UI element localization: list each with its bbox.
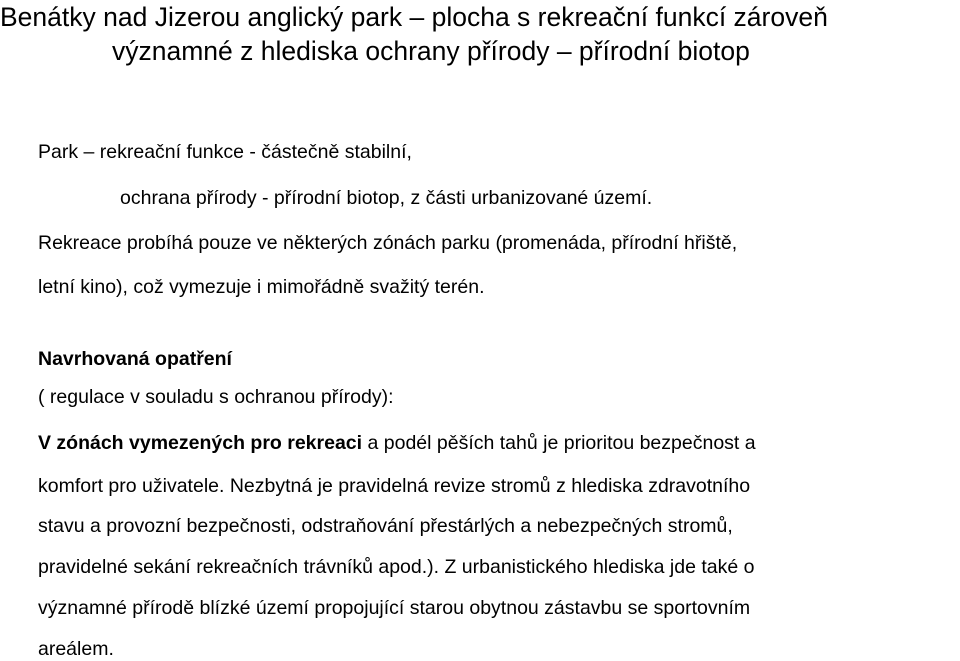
measures-line-5: významné přírodě blízké území propojující starou obytnou zástavbu se sportovním [38, 597, 751, 619]
recreation-line-2: letní kino), což vymezuje i mimořádně svažitý terén. [38, 276, 485, 298]
measures-subheading: ( regulace v souladu s ochranou přírody): [38, 386, 394, 408]
recreation-line-1: Rekreace probíhá pouze ve některých zónách parku (promenáda, přírodní hřiště, [38, 232, 738, 254]
measures-line-2: komfort pro uživatele. Nezbytná je pravidelná revize stromů z hlediska zdravotního [38, 475, 751, 497]
measures-line-1-rest: a podél pěších tahů je prioritou bezpečnost a [362, 432, 756, 454]
title-line-1: Benátky nad Jizerou anglický park – plocha s rekreační funkcí zároveň [0, 2, 828, 32]
nature-protection-line: ochrana přírody - přírodní biotop, z části urbanizované území. [120, 187, 653, 209]
title-line-2: významné z hlediska ochrany přírody – přírodní biotop [112, 36, 750, 66]
park-function-line: Park – rekreační funkce - částečně stabilní, [38, 141, 412, 163]
measures-line-6: areálem. [38, 638, 114, 660]
measures-line-1-bold: V zónách vymezených pro rekreaci [38, 432, 363, 454]
measures-line-1 [38, 431, 756, 455]
measures-line-4: pravidelné sekání rekreačních trávníků apod.). Z urbanistického hlediska jde také o [38, 556, 755, 578]
measures-heading: Navrhovaná opatření [38, 348, 232, 370]
measures-line-3: stavu a provozní bezpečnosti, odstraňování přestárlých a nebezpečných stromů, [38, 515, 733, 537]
